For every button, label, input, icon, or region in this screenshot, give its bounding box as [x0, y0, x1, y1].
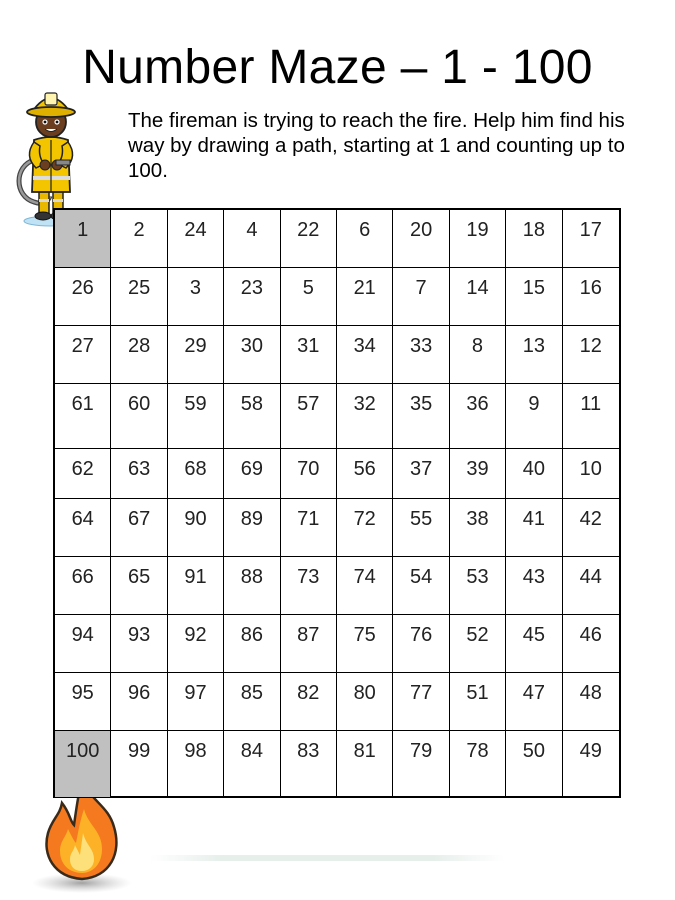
maze-cell: 71: [281, 499, 337, 557]
maze-cell: 85: [224, 673, 280, 731]
maze-cell: 5: [281, 268, 337, 326]
maze-cell: 32: [337, 384, 393, 449]
maze-cell: 73: [281, 557, 337, 615]
maze-cell: 28: [111, 326, 167, 384]
maze-cell: 81: [337, 731, 393, 797]
maze-cell: 55: [393, 499, 449, 557]
maze-cell: 15: [506, 268, 562, 326]
maze-cell: 62: [55, 449, 111, 499]
maze-cell: 27: [55, 326, 111, 384]
maze-cell: 2: [111, 210, 167, 268]
maze-cell: 37: [393, 449, 449, 499]
maze-cell: 82: [281, 673, 337, 731]
maze-cell: 84: [224, 731, 280, 797]
maze-cell: 70: [281, 449, 337, 499]
maze-cell: 33: [393, 326, 449, 384]
maze-cell: 60: [111, 384, 167, 449]
maze-cell: 16: [563, 268, 619, 326]
maze-cell: 61: [55, 384, 111, 449]
maze-cell: 39: [450, 449, 506, 499]
maze-cell: 68: [168, 449, 224, 499]
maze-cell: 72: [337, 499, 393, 557]
maze-cell: 10: [563, 449, 619, 499]
maze-cell: 11: [563, 384, 619, 449]
maze-cell: 29: [168, 326, 224, 384]
maze-cell: 4: [224, 210, 280, 268]
maze-cell: 75: [337, 615, 393, 673]
maze-cell: 57: [281, 384, 337, 449]
maze-cell: 58: [224, 384, 280, 449]
maze-cell: 12: [563, 326, 619, 384]
maze-end-cell: 100: [55, 731, 111, 797]
maze-cell: 53: [450, 557, 506, 615]
maze-cell: 49: [579, 740, 602, 762]
maze-cell: 98: [168, 731, 224, 797]
page-title: Number Maze – 1 - 100: [82, 41, 593, 94]
maze-cell: 56: [337, 449, 393, 499]
maze-cell: 44: [563, 557, 619, 615]
maze-cell: 79: [393, 731, 449, 797]
maze-cell: 6: [337, 210, 393, 268]
maze-cell: 35: [393, 384, 449, 449]
maze-cell: 86: [224, 615, 280, 673]
maze-cell: 19: [450, 210, 506, 268]
maze-cell: 54: [393, 557, 449, 615]
maze-cell: 13: [506, 326, 562, 384]
maze-cell: 51: [450, 673, 506, 731]
maze-cell: 74: [337, 557, 393, 615]
maze-cell: 45: [506, 615, 562, 673]
maze-cell: 25: [111, 268, 167, 326]
maze-cell: 97: [168, 673, 224, 731]
maze-cell: 83: [281, 731, 337, 797]
maze-cell: 88: [224, 557, 280, 615]
maze-cell: 26: [55, 268, 111, 326]
maze-cell: 78: [450, 731, 506, 797]
maze-cell: 87: [281, 615, 337, 673]
maze-cell: 66: [55, 557, 111, 615]
maze-cell: 80: [337, 673, 393, 731]
maze-cell: 36: [450, 384, 506, 449]
maze-cell: 52: [450, 615, 506, 673]
maze-cell: 18: [506, 210, 562, 268]
maze-cell: 21: [337, 268, 393, 326]
maze-cell: 65: [111, 557, 167, 615]
maze-cell: 14: [450, 268, 506, 326]
maze-cell: 3: [168, 268, 224, 326]
maze-cell: 90: [168, 499, 224, 557]
maze-cell: 24: [168, 210, 224, 268]
maze-cell: 38: [450, 499, 506, 557]
maze-cell: 34: [337, 326, 393, 384]
maze-cell: 9: [506, 384, 562, 449]
maze-cell: 77: [393, 673, 449, 731]
maze-cell: 43: [506, 557, 562, 615]
maze-cell: 67: [111, 499, 167, 557]
maze-cell: 7: [393, 268, 449, 326]
maze-cell: 59: [168, 384, 224, 449]
maze-cell: 22: [281, 210, 337, 268]
maze-cell: 50: [506, 731, 562, 797]
maze-cell: 93: [111, 615, 167, 673]
maze-cell: 31: [281, 326, 337, 384]
maze-cell: 63: [111, 449, 167, 499]
maze-cell: 41: [506, 499, 562, 557]
maze-cell: 64: [55, 499, 111, 557]
maze-cell: 94: [55, 615, 111, 673]
maze-cell: 48: [563, 673, 619, 731]
maze-cell: 89: [224, 499, 280, 557]
maze-cell: 23: [224, 268, 280, 326]
instructions-text: The fireman is trying to reach the fire. Help him find his way by drawing a path, starting at 1 and counting up to 100.: [128, 109, 625, 182]
maze-cell: 20: [393, 210, 449, 268]
maze-cell: 8: [450, 326, 506, 384]
maze-cell: 99: [111, 731, 167, 797]
fireman-icon: [12, 78, 92, 228]
maze-cell: 30: [224, 326, 280, 384]
maze-start-cell: 1: [55, 210, 111, 268]
maze-cell: 92: [168, 615, 224, 673]
maze-cell: 76: [393, 615, 449, 673]
maze-cell: 95: [55, 673, 111, 731]
maze-cell: 42: [563, 499, 619, 557]
maze-cell: 17: [563, 210, 619, 268]
maze-cell: 96: [111, 673, 167, 731]
maze-cell: 46: [563, 615, 619, 673]
number-maze-grid: [53, 208, 621, 798]
decorative-strip: [150, 855, 505, 861]
maze-cell: 40: [506, 449, 562, 499]
maze-cell: 47: [506, 673, 562, 731]
maze-cell: 69: [224, 449, 280, 499]
maze-cell: 91: [168, 557, 224, 615]
